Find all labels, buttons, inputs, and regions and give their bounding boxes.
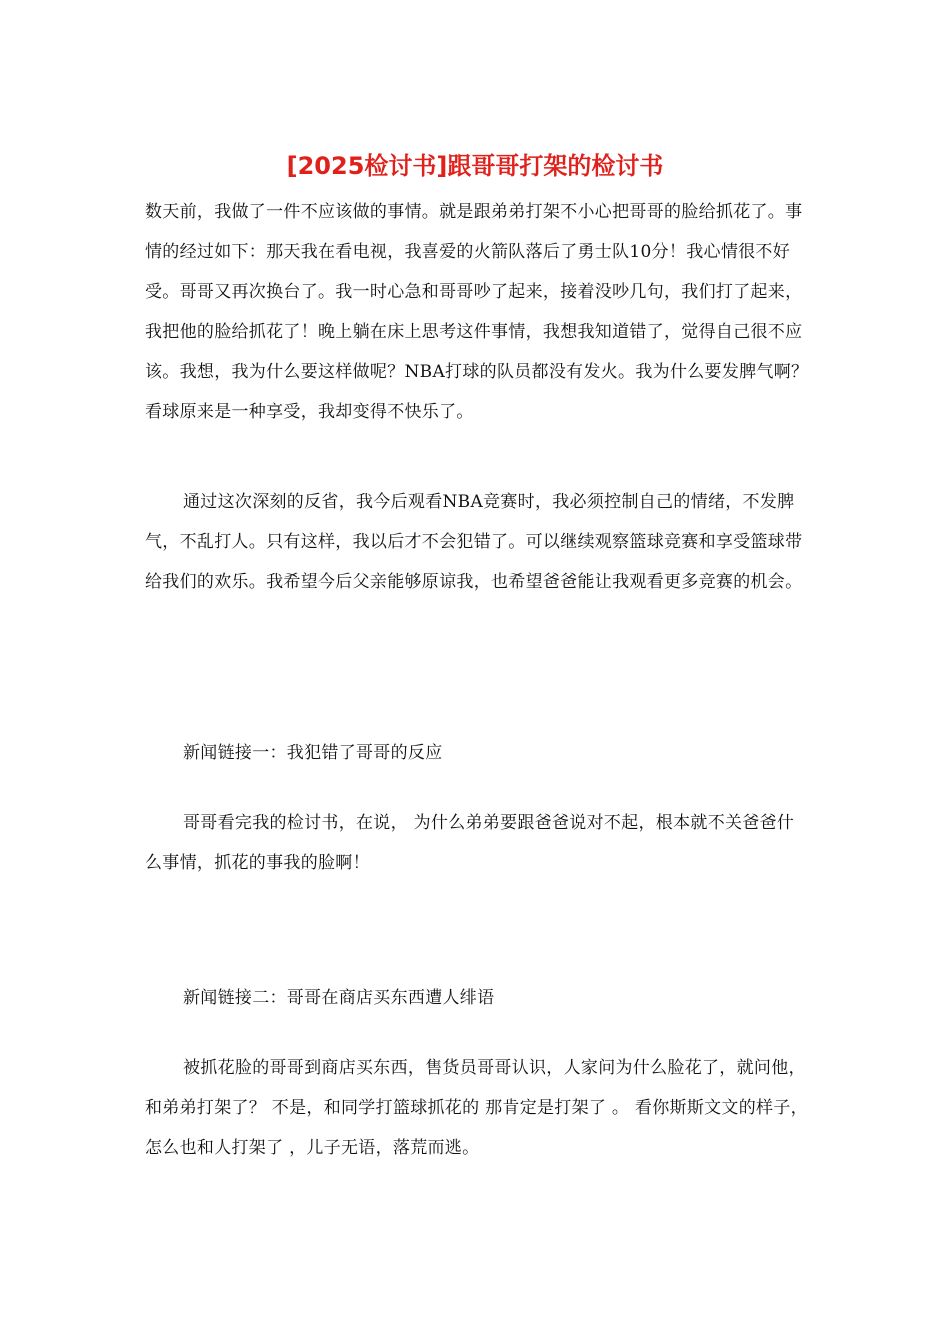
body-paragraph-3: 哥哥看完我的检讨书，在说， 为什么弟弟要跟爸爸说对不起，根本就不关爸爸什么事情，抓花的事我的脸啊！ (145, 813, 795, 873)
body-paragraph-2: 通过这次深刻的反省，我今后观看NBA竞赛时，我必须控制自己的情绪，不发脾气，不乱打人。只有这样，我以后才不会犯错了。可以继续观察篮球竞赛和享受篮球带给我们的欢乐。我希望今后父亲能够原谅我，也希望爸爸能让我观看更多竞赛的机会。 (145, 492, 803, 592)
body-paragraph-1: 数天前，我做了一件不应该做的事情。就是跟弟弟打架不小心把哥哥的脸给抓花了。事情的经过如下：那天我在看电视，我喜爱的火箭队落后了勇士队10分！我心情很不好受。哥哥又再次换台了。我一时心急和哥哥吵了起来，接着没吵几句，我们打了起来，我把他的脸给抓花了！晚上躺在床上思考这件事情，我想我知道错了，觉得自己很不应该。我想，我为什么要这样做呢？NBA打球的队员都没有发火。我为什么要发脾气啊？看球原来是一种享受，我却变得不快乐了。 (145, 202, 809, 422)
news-link-heading-1: 新闻链接一：我犯错了哥哥的反应 (183, 743, 443, 763)
news-link-heading-2: 新闻链接二：哥哥在商店买东西遭人绯语 (183, 988, 495, 1008)
body-paragraph-4: 被抓花脸的哥哥到商店买东西，售货员哥哥认识，人家问为什么脸花了，就问他， 和弟弟打架了？ 不是，和同学打篮球抓花的 那肯定是打架了 。 看你斯斯文文的样子，怎么也和人打架了 ，儿子无语，落荒而逃。 (145, 1058, 808, 1158)
document-title: [2025检讨书]跟哥哥打架的检讨书 (286, 152, 664, 180)
